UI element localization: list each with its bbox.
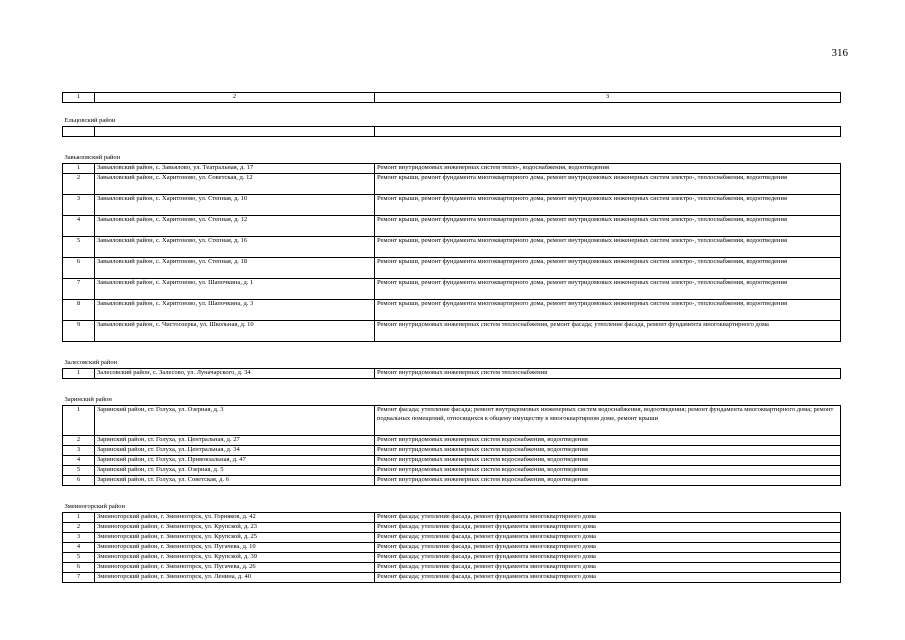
row-work: Ремонт внутридомовых инженерных систем водоснабжения, водоотведения bbox=[375, 446, 841, 456]
row-address: Завьяловский район, с. Харитоново, ул. Советская, д. 12 bbox=[95, 174, 375, 195]
column-header-number: 1 bbox=[63, 93, 95, 103]
row-work: Ремонт фасада; утепление фасада, ремонт фундамента многоквартирного дома bbox=[375, 553, 841, 563]
table-row bbox=[63, 164, 841, 174]
row-address: Заринский район, ст. Голуха, ул. Советская, д. 6 bbox=[95, 476, 375, 486]
row-work: Ремонт крыши, ремонт фундамента многоквартирного дома, ремонт внутридомовых инженерных систем электро-, теплоснабжения, водоотведения bbox=[375, 195, 841, 216]
row-number: 6 bbox=[63, 258, 95, 279]
table-row bbox=[63, 476, 841, 486]
table-row bbox=[63, 369, 841, 379]
row-work: Ремонт фасада; утепление фасада, ремонт фундамента многоквартирного дома bbox=[375, 523, 841, 533]
section-title: Змеиногорский район bbox=[63, 486, 841, 513]
repair-program-table bbox=[62, 92, 841, 583]
row-address: Заринский район, ст. Голуха, ул. Озерная, д. 3 bbox=[95, 406, 375, 436]
row-number: 8 bbox=[63, 300, 95, 321]
table-row bbox=[63, 216, 841, 237]
table-row bbox=[63, 321, 841, 342]
table-row bbox=[63, 466, 841, 476]
row-number: 4 bbox=[63, 216, 95, 237]
row-work: Ремонт внутридомовых инженерных систем теплоснабжения, ремонт фасада; утепление фасада, ремонт фундамента многоквартирного дома bbox=[375, 321, 841, 342]
row-address: Змеиногорский район, г. Змеиногорск, ул. Горняков, д. 42 bbox=[95, 513, 375, 523]
row-number: 5 bbox=[63, 237, 95, 258]
row-number: 7 bbox=[63, 573, 95, 583]
row-work: Ремонт фасада; утепление фасада, ремонт фундамента многоквартирного дома bbox=[375, 533, 841, 543]
row-work: Ремонт внутридомовых инженерных систем водоснабжения, водоотведения bbox=[375, 466, 841, 476]
table-row bbox=[63, 446, 841, 456]
row-address: Заринский район, ст. Голуха, ул. Центральная, д. 34 bbox=[95, 446, 375, 456]
blank-row bbox=[63, 127, 841, 137]
row-address: Змеиногорский район, г. Змеиногорск, ул. Крупской, д. 23 bbox=[95, 523, 375, 533]
table-row bbox=[63, 300, 841, 321]
row-number: 3 bbox=[63, 533, 95, 543]
row-address: Завьяловский район, с. Харитоново, ул. Шапочкина, д. 3 bbox=[95, 300, 375, 321]
section-row bbox=[63, 486, 841, 513]
row-address: Змеиногорский район, г. Змеиногорск, ул. Пугачева, д. 10 bbox=[95, 543, 375, 553]
row-number: 1 bbox=[63, 406, 95, 436]
table-row bbox=[63, 523, 841, 533]
row-number: 5 bbox=[63, 553, 95, 563]
row-address: Змеиногорский район, г. Змеиногорск, ул. Ленина, д. 40 bbox=[95, 573, 375, 583]
section-row bbox=[63, 103, 841, 127]
section-row bbox=[63, 342, 841, 369]
row-work: Ремонт крыши, ремонт фундамента многоквартирного дома, ремонт внутридомовых инженерных систем электро-, теплоснабжения, водоотведения bbox=[375, 300, 841, 321]
row-number: 4 bbox=[63, 456, 95, 466]
blank-cell bbox=[63, 127, 95, 137]
row-address: Завьяловский район, с. Харитоново, ул. Степная, д. 16 bbox=[95, 237, 375, 258]
row-number: 5 bbox=[63, 466, 95, 476]
row-number: 2 bbox=[63, 174, 95, 195]
table-row bbox=[63, 174, 841, 195]
section-title: Заринский район bbox=[63, 379, 841, 406]
table-row bbox=[63, 406, 841, 436]
row-work: Ремонт крыши, ремонт фундамента многоквартирного дома, ремонт внутридомовых инженерных систем электро-, теплоснабжения, водоотведения bbox=[375, 216, 841, 237]
table-row bbox=[63, 279, 841, 300]
section-row bbox=[63, 137, 841, 164]
table-row bbox=[63, 533, 841, 543]
row-address: Змеиногорский район, г. Змеиногорск, ул. Пугачева, д. 26 bbox=[95, 563, 375, 573]
table-row bbox=[63, 456, 841, 466]
table-row bbox=[63, 573, 841, 583]
table-body bbox=[63, 93, 841, 583]
row-work: Ремонт фасада; утепление фасада, ремонт фундамента многоквартирного дома bbox=[375, 573, 841, 583]
row-work: Ремонт крыши, ремонт фундамента многоквартирного дома, ремонт внутридомовых инженерных систем электро-, теплоснабжения, водоотведения bbox=[375, 174, 841, 195]
row-address: Завьяловский район, с. Харитоново, ул. Степная, д. 10 bbox=[95, 195, 375, 216]
row-number: 6 bbox=[63, 476, 95, 486]
column-header-work: 3 bbox=[375, 93, 841, 103]
row-address: Завьяловский район, с. Завьялово, ул. Театральная, д. 17 bbox=[95, 164, 375, 174]
row-work: Ремонт внутридомовых инженерных систем тепло-, водоснабжения, водоотведения bbox=[375, 164, 841, 174]
row-number: 3 bbox=[63, 195, 95, 216]
row-work: Ремонт фасада; утепление фасада; ремонт внутридомовых инженерных систем водоснабжения, водоотведения; ремонт фундамента многоквартирного дома; ремонт подвальных помещений, относящихся к общему имуществу в многоквартирном доме, ремонт крыши bbox=[375, 406, 841, 436]
table-row bbox=[63, 195, 841, 216]
section-title: Завьяловский район bbox=[63, 137, 841, 164]
row-work: Ремонт фасада; утепление фасада, ремонт фундамента многоквартирного дома bbox=[375, 513, 841, 523]
table-row bbox=[63, 513, 841, 523]
row-number: 6 bbox=[63, 563, 95, 573]
section-title: Залесовский район bbox=[63, 342, 841, 369]
row-address: Залесовский район, с. Залесово, ул. Луначарского, д. 34 bbox=[95, 369, 375, 379]
row-address: Завьяловский район, с. Харитоново, ул. Степная, д. 12 bbox=[95, 216, 375, 237]
row-address: Заринский район, ст. Голуха, ул. Озерная, д. 5 bbox=[95, 466, 375, 476]
column-header-address: 2 bbox=[95, 93, 375, 103]
row-work: Ремонт внутридомовых инженерных систем водоснабжения, водоотведения bbox=[375, 476, 841, 486]
table-row bbox=[63, 237, 841, 258]
table-row bbox=[63, 553, 841, 563]
row-work: Ремонт фасада; утепление фасада, ремонт фундамента многоквартирного дома bbox=[375, 543, 841, 553]
table-row bbox=[63, 258, 841, 279]
section-title: Ельцовский район bbox=[63, 103, 841, 127]
section-row bbox=[63, 379, 841, 406]
row-work: Ремонт фасада; утепление фасада, ремонт фундамента многоквартирного дома bbox=[375, 563, 841, 573]
row-address: Завьяловский район, с. Чистоозерка, ул. Школьная, д. 10 bbox=[95, 321, 375, 342]
row-number: 1 bbox=[63, 513, 95, 523]
table-row bbox=[63, 543, 841, 553]
page-number: 316 bbox=[831, 47, 848, 59]
row-number: 4 bbox=[63, 543, 95, 553]
row-number: 2 bbox=[63, 436, 95, 446]
row-work: Ремонт крыши, ремонт фундамента многоквартирного дома, ремонт внутридомовых инженерных систем электро-, теплоснабжения, водоотведения bbox=[375, 258, 841, 279]
row-address: Завьяловский район, с. Харитоново, ул. Степная, д. 18 bbox=[95, 258, 375, 279]
row-number: 1 bbox=[63, 164, 95, 174]
row-work: Ремонт крыши, ремонт фундамента многоквартирного дома, ремонт внутридомовых инженерных систем электро-, теплоснабжения, водоотведения bbox=[375, 237, 841, 258]
row-address: Завьяловский район, с. Харитоново, ул. Шапочкина, д. 1 bbox=[95, 279, 375, 300]
row-address: Змеиногорский район, г. Змеиногорск, ул. Крупской, д. 25 bbox=[95, 533, 375, 543]
row-work: Ремонт внутридомовых инженерных систем водоснабжения, водоотведения bbox=[375, 436, 841, 446]
table-row bbox=[63, 436, 841, 446]
row-work: Ремонт внутридомовых инженерных систем теплоснабжения bbox=[375, 369, 841, 379]
row-address: Заринский район, ст. Голуха, ул. Центральная, д. 27 bbox=[95, 436, 375, 446]
row-address: Заринский район, ст. Голуха, ул. Привокзальная, д. 47 bbox=[95, 456, 375, 466]
row-number: 1 bbox=[63, 369, 95, 379]
row-number: 2 bbox=[63, 523, 95, 533]
row-address: Змеиногорский район, г. Змеиногорск, ул. Крупской, д. 39 bbox=[95, 553, 375, 563]
table-header-row bbox=[63, 93, 841, 103]
row-number: 9 bbox=[63, 321, 95, 342]
row-number: 7 bbox=[63, 279, 95, 300]
blank-cell bbox=[95, 127, 375, 137]
row-number: 3 bbox=[63, 446, 95, 456]
table-row bbox=[63, 563, 841, 573]
blank-cell bbox=[375, 127, 841, 137]
row-work: Ремонт крыши, ремонт фундамента многоквартирного дома, ремонт внутридомовых инженерных систем электро-, теплоснабжения, водоотведения bbox=[375, 279, 841, 300]
row-work: Ремонт внутридомовых инженерных систем водоснабжения, водоотведения bbox=[375, 456, 841, 466]
